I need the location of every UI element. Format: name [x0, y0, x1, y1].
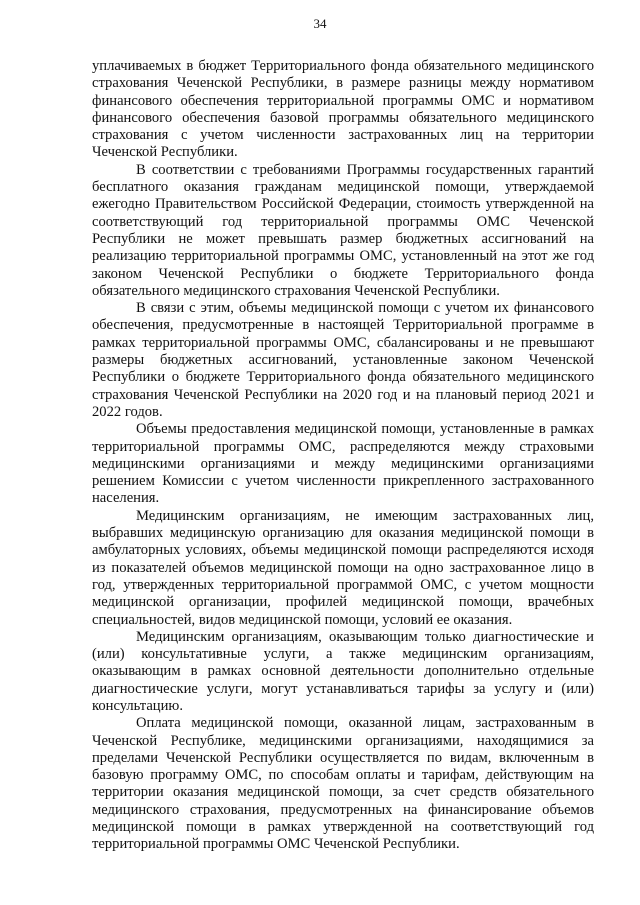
paragraph-budget-requirements: В соответствии с требованиями Программы государственных гарантий бесплатного оказания гражданам медицинской помощи, утверждаемой ежегодно Правительством Российской Федерации, стоимость утвержденной на соответствующий год территориальной программы ОМС Чеченской Республики не может превышать размер бюджетных ассигнований на реализацию территориальной программы ОМС, установленный на этот же год законом Чеченской Республики о бюджете Территориального фонда обязательного медицинского страхования Чеченской Республики.	[92, 161, 594, 299]
paragraph-organizations-without-insured: Медицинским организациям, не имеющим застрахованных лиц, выбравших медицинскую организацию для оказания медицинской помощи в амбулаторных условиях, объемы медицинской помощи распределяются исходя из показателей объемов медицинской помощи на одно застрахованное лицо в год, утвержденных территориальной программой ОМС, с учетом мощности медицинской организации, профилей медицинской помощи, врачебных специальностей, видов медицинской помощи, условий ее оказания.	[92, 507, 594, 628]
paragraph-diagnostic-services: Медицинским организациям, оказывающим только диагностические и (или) консультативные услуги, а также медицинским организациям, оказывающим в рамках основной деятельности дополнительно отдельные диагностические услуги, могут устанавливаться тарифы за услугу и (или) консультацию.	[92, 628, 594, 714]
page-number: 34	[313, 16, 327, 31]
paragraph-volume-distribution: Объемы предоставления медицинской помощи, установленные в рамках территориальной программы ОМС, распределяются между страховыми медицинскими организациями и между медицинскими организациями решением Комиссии с учетом численности прикрепленного застрахованного населения.	[92, 421, 594, 507]
paragraph-external-payment: Оплата медицинской помощи, оказанной лицам, застрахованным в Чеченской Республике, медицинскими организациями, находящимися за пределами Чеченской Республики осуществляется по видам, включенным в базовую программу ОМС, по способам оплаты и тарифам, действующим на территории оказания медицинской помощи, за счет средств обязательного медицинского страхования, предусмотренных на финансирование объемов медицинской помощи в рамках утвержденной на соответствующий год территориальной программы ОМС Чеченской Республики.	[92, 715, 594, 853]
paragraph-balanced-volumes: В связи с этим, объемы медицинской помощи с учетом их финансового обеспечения, предусмотренные в настоящей Территориальной программе в рамках территориальной программы ОМС, сбалансированы и не превышают размеры бюджетных ассигнований, установленные законом Чеченской Республики о бюджете Территориального фонда обязательного медицинского страхования Чеченской Республики на 2020 год и на плановый период 2021 и 2022 годов.	[92, 300, 594, 420]
paragraph-continuation: уплачиваемых в бюджет Территориального фонда обязательного медицинского страхования Чеченской Республики, в размере разницы между нормативом финансового обеспечения территориальной программы ОМС и нормативом финансового обеспечения базовой программы обязательного медицинского страхования с учетом численности застрахованных лиц на территории Чеченской Республики.	[92, 58, 594, 161]
document-body	[92, 58, 594, 854]
